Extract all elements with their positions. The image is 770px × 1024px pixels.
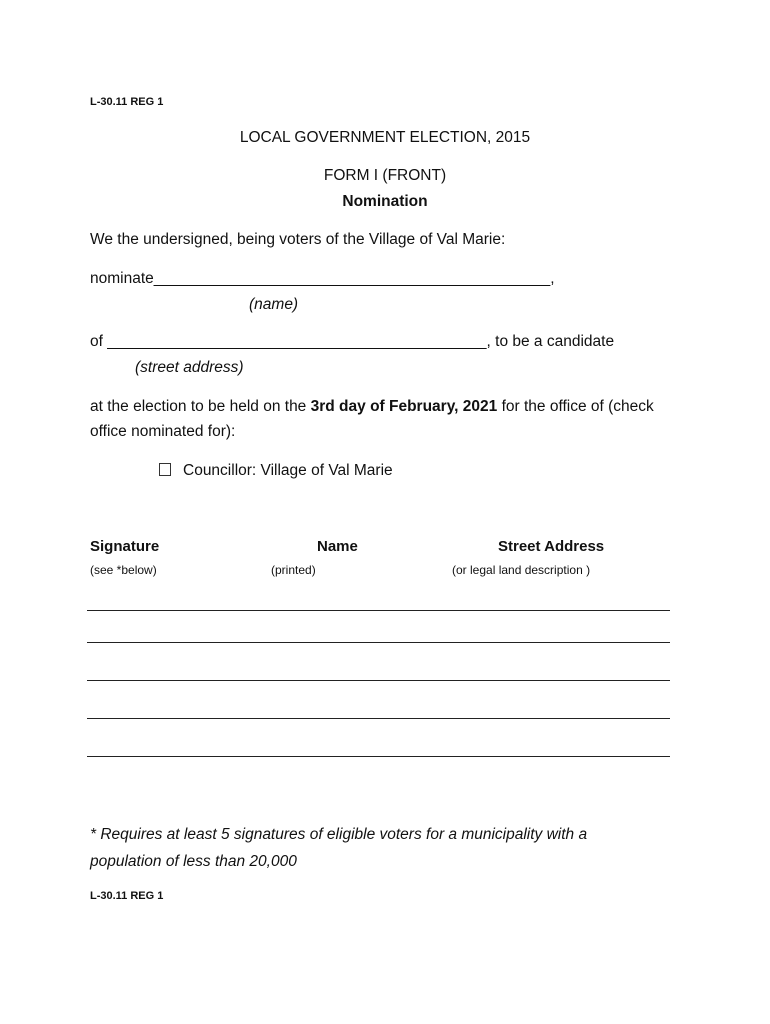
header-regulation-code: L-30.11 REG 1 [90, 96, 164, 108]
election-text-before: at the election to be held on the [90, 398, 311, 415]
column-heading-street-address: Street Address [498, 538, 605, 555]
address-caption: (street address) [135, 359, 244, 376]
signature-row-line[interactable] [87, 642, 670, 643]
footnote-line-1: * Requires at least 5 signatures of eligible voters for a municipality with a [90, 826, 588, 843]
column-note-signature: (see *below) [90, 563, 157, 577]
election-statement-line2: office nominated for): [90, 423, 236, 440]
office-checkbox[interactable] [159, 463, 171, 476]
form-label: FORM I (FRONT) [323, 167, 447, 184]
footnote-line-2: population of less than 20,000 [90, 853, 297, 870]
address-line[interactable]: of ____________________________________________, to be a candidate [90, 333, 615, 350]
election-text-after: for the office of (check [497, 398, 654, 415]
column-heading-signature: Signature [90, 538, 160, 555]
intro-text: We the undersigned, being voters of the Village of Val Marie: [90, 231, 506, 248]
column-note-street-address: (or legal land description ) [452, 563, 591, 577]
nominate-line[interactable]: nominate______________________________________________, [90, 270, 555, 287]
column-note-name: (printed) [271, 563, 316, 577]
footer-regulation-code: L-30.11 REG 1 [90, 890, 164, 902]
form-name: Nomination [342, 193, 428, 210]
election-statement [90, 398, 654, 416]
election-title: LOCAL GOVERNMENT ELECTION, 2015 [239, 129, 531, 146]
signature-row-line[interactable] [87, 718, 670, 719]
office-option-label: Councillor: Village of Val Marie [183, 462, 393, 479]
signature-row-line[interactable] [87, 680, 670, 681]
column-heading-name: Name [317, 538, 358, 555]
election-date: 3rd day of February, 2021 [310, 398, 498, 415]
signature-row-line[interactable] [87, 756, 670, 757]
office-option[interactable] [159, 462, 393, 480]
name-caption: (name) [249, 296, 299, 313]
signature-row-line[interactable] [87, 610, 670, 611]
